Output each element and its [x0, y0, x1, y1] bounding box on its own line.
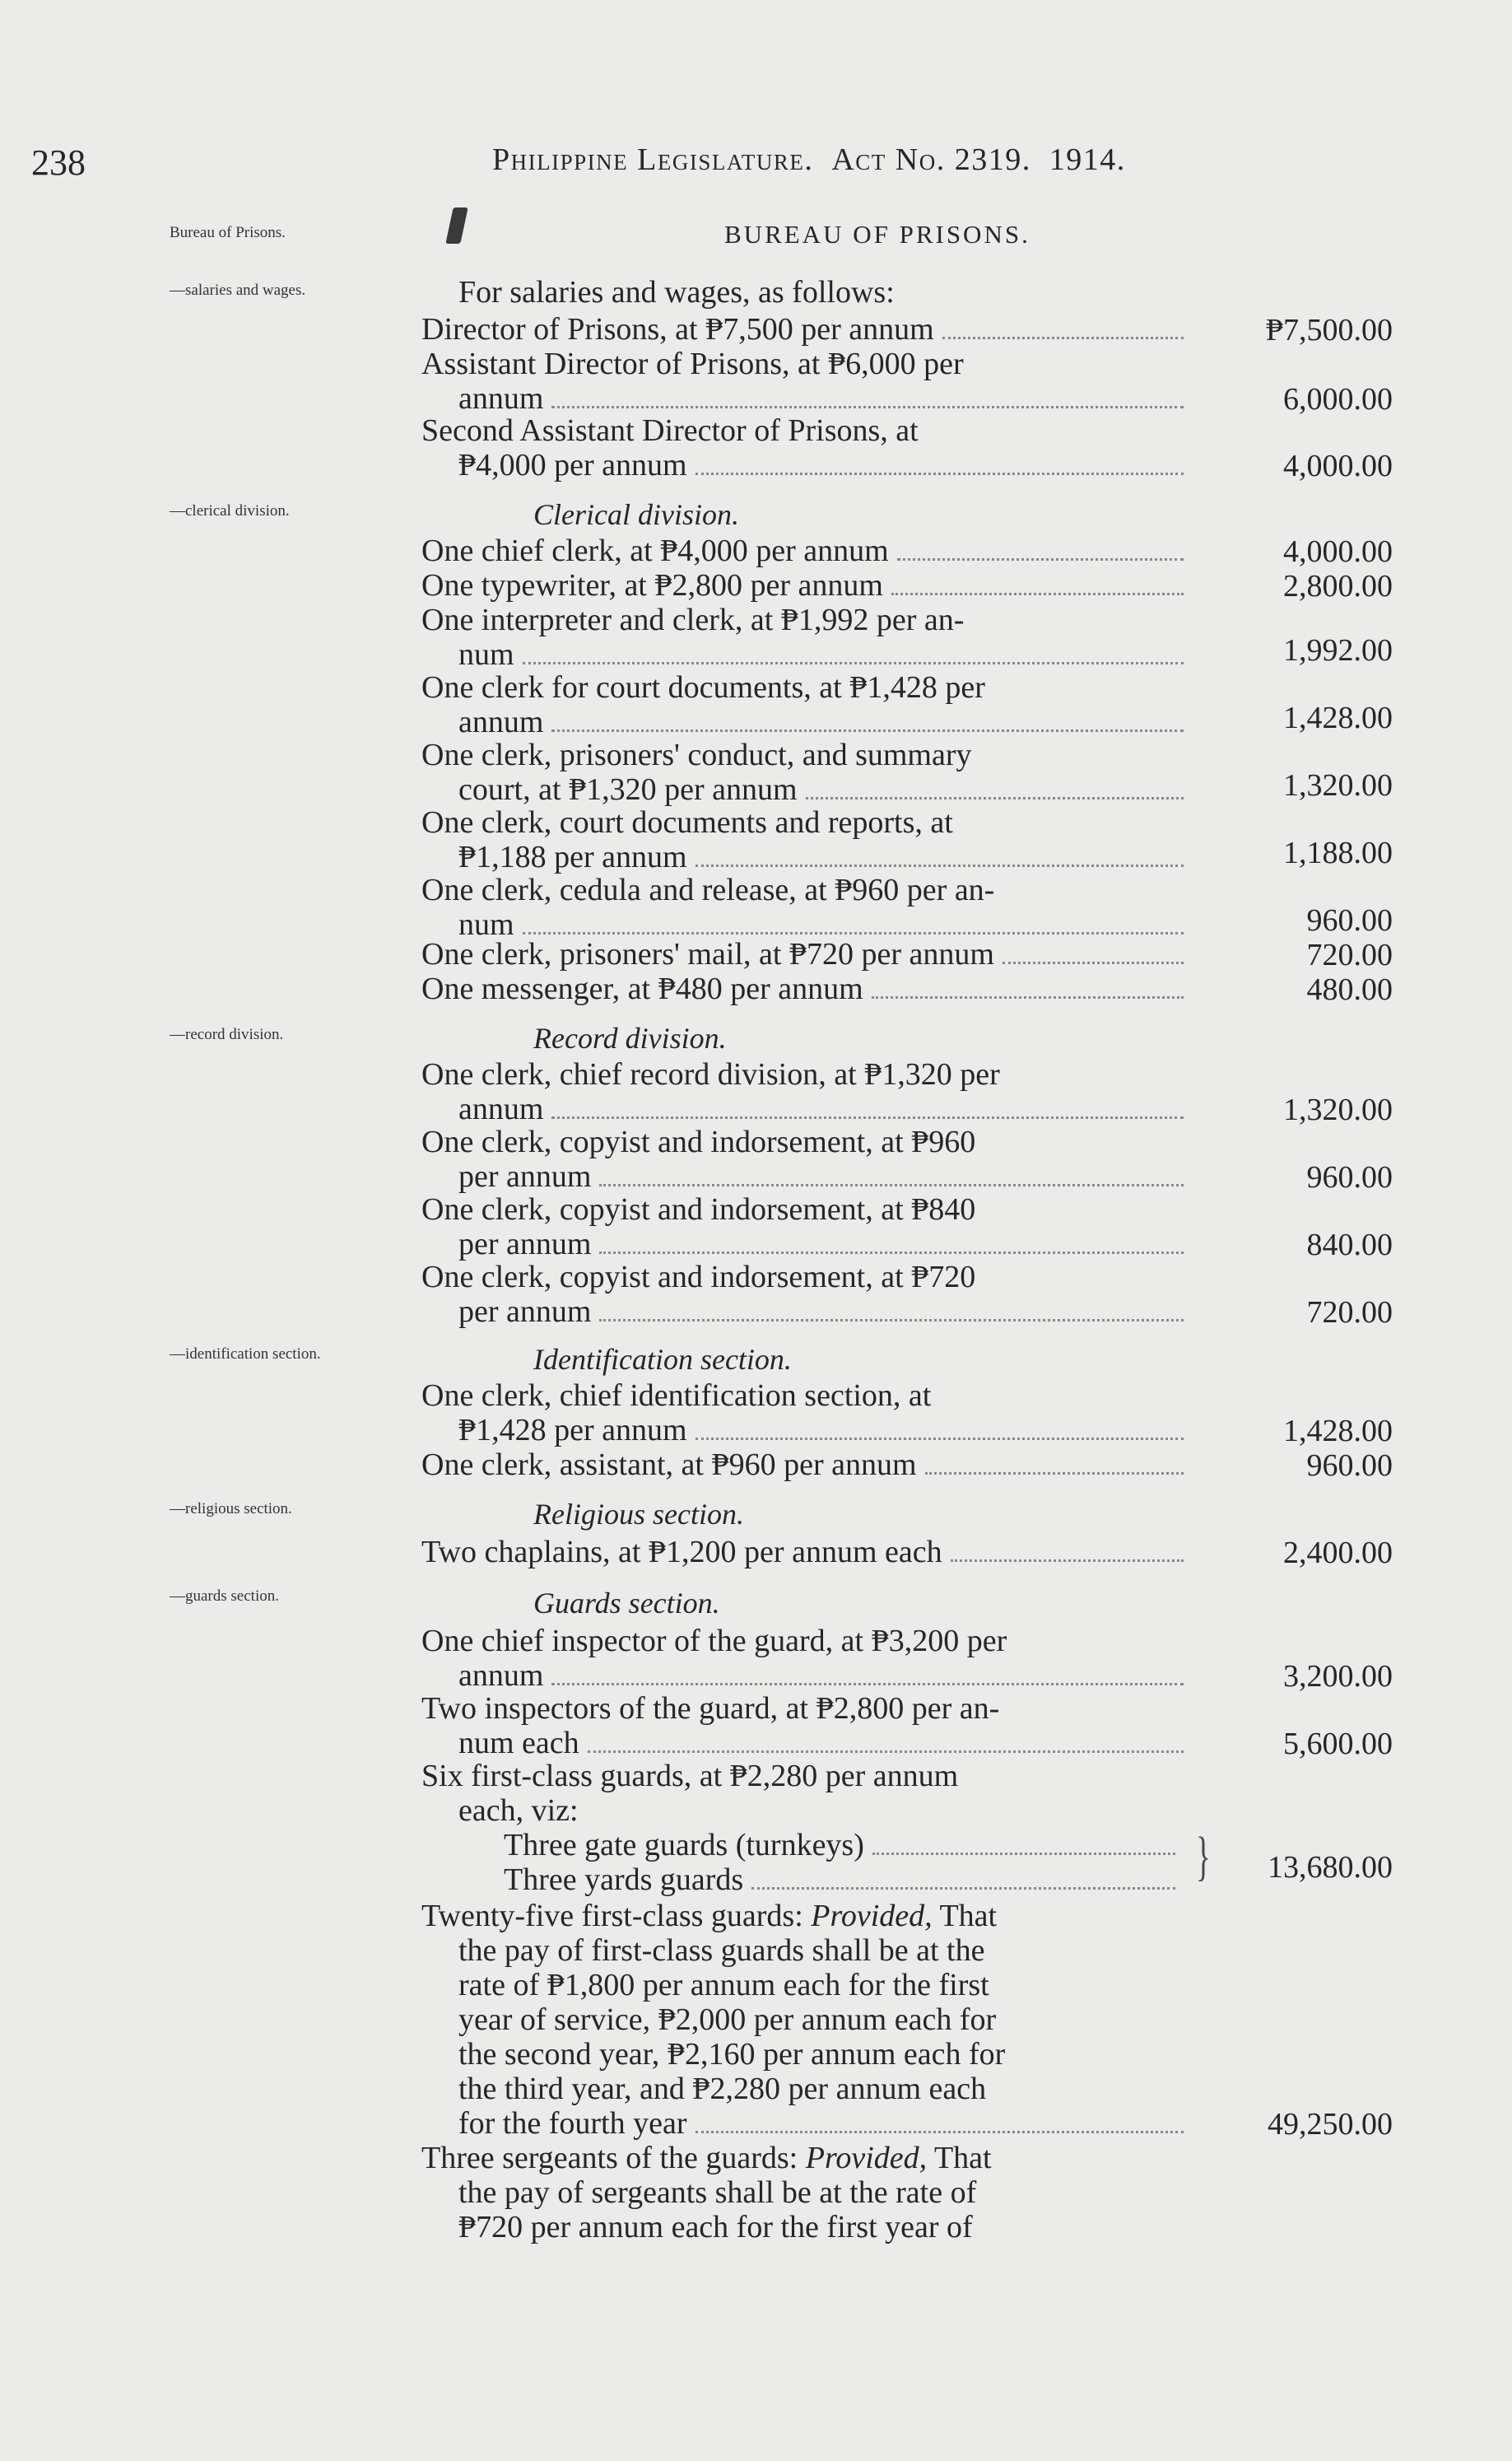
- entry-text: One messenger, at ₱480 per annum: [421, 972, 863, 1006]
- entry-text: One clerk, cedula and release, at ₱960 per an-: [421, 873, 995, 907]
- entry-text: Assistant Director of Prisons, at ₱6,000 per: [421, 347, 964, 381]
- entry-guards-3: [421, 1759, 1187, 1897]
- leader-dots: [872, 1853, 1175, 1855]
- amount-clerical-2: 2,800.00: [1283, 569, 1393, 604]
- leader-dots: [551, 1116, 1184, 1119]
- entry-text: One clerk, copyist and indorsement, at ₱720: [421, 1260, 976, 1294]
- entry-text: ₱720 per annum each for the first year of: [458, 2210, 973, 2244]
- entry-text-part: That: [932, 1899, 998, 1933]
- amount-clerical-4: 1,428.00: [1283, 701, 1393, 735]
- amount-record-4: 720.00: [1306, 1295, 1393, 1330]
- page-number: 238: [31, 142, 86, 183]
- entry-assistant-director: [421, 347, 1187, 416]
- entry-text: the pay of first-class guards shall be at the: [458, 1933, 985, 1968]
- entry-record-3: [421, 1192, 1187, 1261]
- entry-text: the pay of sergeants shall be at the rate of: [458, 2175, 977, 2210]
- entry-record-1: [421, 1057, 1187, 1126]
- amount-director: ₱7,500.00: [1265, 313, 1393, 347]
- leader-dots: [599, 1319, 1184, 1321]
- subhead-religious: Religious section.: [533, 1498, 744, 1531]
- leader-dots: [551, 729, 1184, 732]
- side-note-bureau: Bureau of Prisons.: [170, 224, 286, 241]
- side-note-record: —record division.: [170, 1026, 284, 1043]
- leader-dots: [696, 2131, 1184, 2133]
- printer-mark: [445, 207, 468, 244]
- entry-text: One clerk, chief record division, at ₱1,320 per: [421, 1057, 1000, 1092]
- leader-dots: [942, 337, 1184, 339]
- entry-text: Second Assistant Director of Prisons, at: [421, 413, 919, 448]
- entry-identification-1: [421, 1378, 1187, 1447]
- intro-text: For salaries and wages, as follows:: [458, 275, 895, 310]
- entry-text: One clerk for court documents, at ₱1,428 per: [421, 670, 985, 705]
- entry-clerical-7: [421, 873, 1187, 942]
- entry-text-line: [421, 2141, 1187, 2175]
- entry-clerical-6: [421, 805, 1187, 874]
- entry-text-part: That: [927, 2141, 992, 2175]
- entry-director: [421, 312, 1187, 347]
- entry-text: One chief inspector of the guard, at ₱3,200 per: [421, 1624, 1007, 1658]
- subhead-record: Record division.: [533, 1022, 727, 1055]
- amount-clerical-5: 1,320.00: [1283, 768, 1393, 803]
- entry-text: the second year, ₱2,160 per annum each for: [458, 2037, 1006, 2072]
- entry-text: One clerk, prisoners' conduct, and summary: [421, 738, 972, 772]
- entry-text: One clerk, copyist and indorsement, at ₱840: [421, 1192, 976, 1227]
- leader-dots: [523, 662, 1184, 664]
- entry-text: for the fourth year: [458, 2106, 687, 2141]
- running-head-legislature: Philippine Legislature.: [492, 142, 814, 177]
- amount-identification-1: 1,428.00: [1283, 1414, 1393, 1448]
- entry-text: num: [458, 907, 514, 942]
- proviso-word: Provided,: [805, 2141, 928, 2175]
- entry-text: Three gate guards (turnkeys): [504, 1828, 864, 1862]
- entry-text-part: Three sergeants of the guards:: [421, 2141, 806, 2175]
- entry-text: One clerk, prisoners' mail, at ₱720 per annum: [421, 937, 994, 972]
- leader-dots: [696, 865, 1184, 867]
- entry-text: each, viz:: [458, 1793, 579, 1828]
- section-heading: BUREAU OF PRISONS.: [724, 220, 1030, 249]
- entry-text: Two chaplains, at ₱1,200 per annum each: [421, 1535, 942, 1569]
- side-note-salaries: —salaries and wages.: [170, 282, 306, 299]
- entry-clerical-2: [421, 568, 1187, 603]
- entry-text: Two inspectors of the guard, at ₱2,800 per an-: [421, 1691, 1000, 1726]
- amount-religious-1: 2,400.00: [1283, 1536, 1393, 1570]
- entry-text: court, at ₱1,320 per annum: [458, 772, 798, 807]
- leader-dots: [523, 932, 1184, 935]
- entry-clerical-5: [421, 738, 1187, 807]
- entry-text: ₱4,000 per annum: [458, 448, 687, 482]
- entry-guards-2: [421, 1691, 1187, 1760]
- running-head-year: 1914.: [1049, 142, 1126, 177]
- entry-clerical-4: [421, 670, 1187, 739]
- amount-identification-2: 960.00: [1306, 1448, 1393, 1483]
- leader-dots: [872, 996, 1184, 999]
- entry-text: annum: [458, 1092, 544, 1126]
- amount-clerical-6: 1,188.00: [1283, 836, 1393, 870]
- amount-second-assistant: 4,000.00: [1283, 449, 1393, 483]
- proviso-word: Provided,: [811, 1899, 933, 1933]
- leader-dots: [925, 1472, 1184, 1475]
- entry-text: year of service, ₱2,000 per annum each for: [458, 2002, 997, 2037]
- entry-clerical-1: [421, 534, 1187, 568]
- entry-clerical-9: [421, 972, 1187, 1006]
- subhead-clerical: Clerical division.: [533, 498, 739, 531]
- entry-text: num: [458, 637, 514, 672]
- entry-clerical-3: [421, 603, 1187, 672]
- side-note-clerical: —clerical division.: [170, 502, 290, 520]
- entry-clerical-8: [421, 937, 1187, 972]
- entry-text: the third year, and ₱2,280 per annum each: [458, 2072, 987, 2106]
- entry-text: One clerk, copyist and indorsement, at ₱960: [421, 1125, 976, 1159]
- leader-dots: [897, 558, 1184, 561]
- amount-guards-1: 3,200.00: [1283, 1659, 1393, 1694]
- leader-dots: [696, 473, 1184, 475]
- entry-text: Three yards guards: [504, 1862, 744, 1897]
- entry-record-4: [421, 1260, 1187, 1329]
- leader-dots: [1003, 962, 1184, 964]
- leader-dots: [951, 1559, 1184, 1562]
- subhead-guards: Guards section.: [533, 1587, 720, 1620]
- entry-text: One clerk, assistant, at ₱960 per annum: [421, 1447, 917, 1482]
- entry-second-assistant: [421, 413, 1187, 482]
- amount-guards-2: 5,600.00: [1283, 1727, 1393, 1761]
- amount-guards-4: 49,250.00: [1268, 2107, 1393, 2142]
- entry-text: [421, 2141, 992, 2175]
- running-head-act: Act No. 2319.: [831, 142, 1031, 177]
- entry-text: One interpreter and clerk, at ₱1,992 per an-: [421, 603, 965, 637]
- side-note-religious: —religious section.: [170, 1500, 292, 1517]
- amount-assistant-director: 6,000.00: [1283, 382, 1393, 417]
- entry-text: annum: [458, 381, 544, 416]
- entry-religious-1: [421, 1535, 1187, 1569]
- side-note-guards: —guards section.: [170, 1587, 279, 1605]
- entry-record-2: [421, 1125, 1187, 1194]
- entry-text: ₱1,428 per annum: [458, 1413, 687, 1447]
- leader-dots: [588, 1750, 1184, 1753]
- amount-record-1: 1,320.00: [1283, 1093, 1393, 1127]
- leader-dots: [806, 797, 1184, 799]
- leader-dots: [599, 1251, 1184, 1254]
- amount-clerical-9: 480.00: [1306, 972, 1393, 1007]
- leader-dots: [751, 1887, 1175, 1890]
- amount-clerical-8: 720.00: [1306, 938, 1393, 972]
- leader-dots: [891, 593, 1184, 595]
- entry-text-line: [421, 1899, 1187, 1933]
- entry-text-part: Twenty-five first-class guards:: [421, 1899, 812, 1933]
- side-note-identification: —identification section.: [170, 1345, 321, 1363]
- amount-clerical-1: 4,000.00: [1283, 534, 1393, 569]
- entry-guards-4: [421, 1899, 1187, 2141]
- amount-record-3: 840.00: [1306, 1228, 1393, 1262]
- entry-text: ₱1,188 per annum: [458, 840, 687, 874]
- entry-text: num each: [458, 1726, 579, 1760]
- intro-line: [421, 275, 1187, 310]
- amount-record-2: 960.00: [1306, 1160, 1393, 1195]
- entry-guards-1: [421, 1624, 1187, 1693]
- entry-identification-2: [421, 1447, 1187, 1482]
- entry-text: One clerk, court documents and reports, at: [421, 805, 953, 840]
- entry-text: per annum: [458, 1227, 592, 1261]
- amount-guards-3: 13,680.00: [1268, 1850, 1393, 1885]
- leader-dots: [696, 1438, 1184, 1440]
- entry-text: per annum: [458, 1159, 592, 1194]
- leader-dots: [551, 406, 1184, 408]
- leader-dots: [599, 1184, 1184, 1186]
- entry-text: Director of Prisons, at ₱7,500 per annum: [421, 312, 934, 347]
- entry-text: [421, 1899, 997, 1933]
- amount-clerical-7: 960.00: [1306, 903, 1393, 938]
- subhead-identification: Identification section.: [533, 1343, 792, 1376]
- entry-text: One clerk, chief identification section, at: [421, 1378, 932, 1413]
- amount-clerical-3: 1,992.00: [1283, 633, 1393, 668]
- entry-text: One chief clerk, at ₱4,000 per annum: [421, 534, 889, 568]
- entry-text: annum: [458, 1658, 544, 1693]
- running-head: [492, 142, 1126, 178]
- entry-text: rate of ₱1,800 per annum each for the first: [458, 1968, 989, 2002]
- brace-glyph: }: [1196, 1826, 1211, 1886]
- entry-guards-5: [421, 2141, 1187, 2244]
- entry-text: Six first-class guards, at ₱2,280 per annum: [421, 1759, 959, 1793]
- entry-text: One typewriter, at ₱2,800 per annum: [421, 568, 883, 603]
- entry-text: annum: [458, 705, 544, 739]
- leader-dots: [551, 1683, 1184, 1685]
- entry-text: per annum: [458, 1294, 592, 1329]
